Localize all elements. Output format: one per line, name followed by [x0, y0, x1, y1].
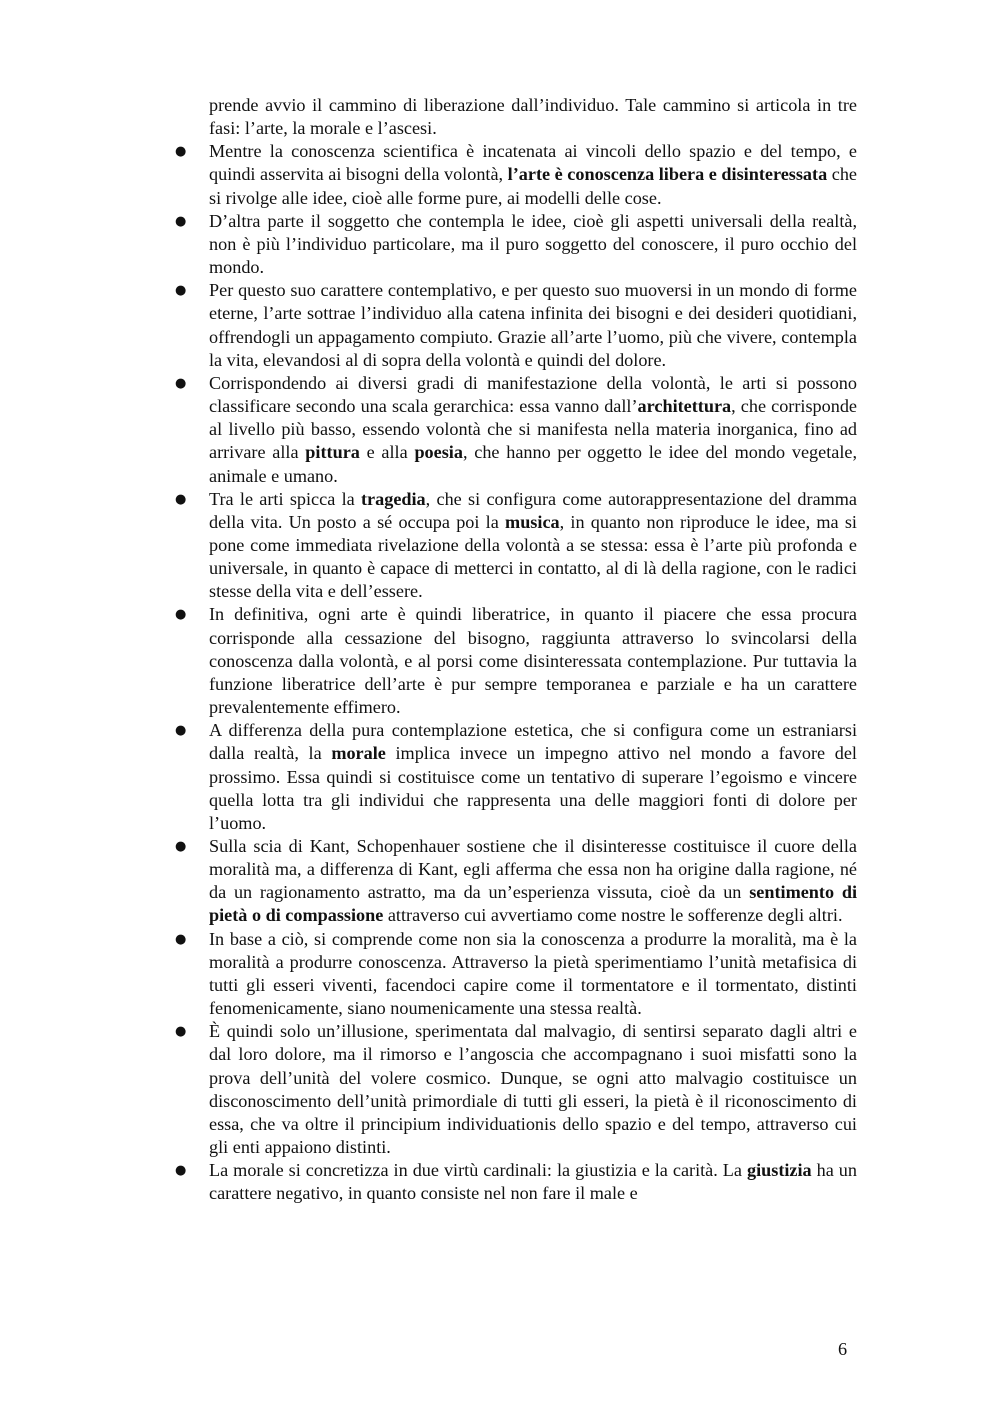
list-item [175, 372, 857, 488]
bold-term: tragedia [361, 488, 426, 509]
list-item-text: e alla [359, 442, 415, 463]
list-item-text: A differenza della pura contemplazione estetica, che si configura come un estraniarsi dalla realtà, la [209, 720, 857, 764]
bullet-icon: ● [175, 723, 187, 739]
list-item [175, 488, 857, 604]
bold-term: sentimento di pietà o di compassione [209, 882, 858, 926]
list-item-text: D’altra parte il soggetto che contempla le idee, cioè gli aspetti universali della realtà, non è più l’individuo particolare, ma il puro soggetto del conoscere, il puro occhio del mondo. [209, 210, 857, 278]
list-item [175, 140, 857, 209]
list-item-text: , che hanno per oggetto le idee del mondo vegetale, animale e umano. [209, 442, 857, 486]
list-item-text: Corrispondendo ai diversi gradi di manifestazione della volontà, le arti si possono classificare secondo una scala gerarchica: essa vanno dall’ [209, 372, 857, 417]
list-item-text: che si rivolge alle idee, cioè alle forme pure, ai modelli delle cose. [209, 164, 857, 208]
bullet-icon: ● [175, 283, 187, 299]
bold-term: giustizia [746, 1160, 812, 1181]
bold-term: architettura [637, 396, 732, 417]
bullet-icon: ● [175, 839, 187, 854]
bullet-icon: ● [175, 1163, 187, 1179]
list-item-text: In definitiva, ogni arte è quindi liberatrice, in quanto il piacere che essa procura corrisponde alla cessazione del bisogno, raggiunta attraverso lo svincolarsi della conoscenza dalla volontà, e al porsi come disinteressata contemplazione. Pur tuttavia la funzione liberatrice dell’arte è pur sempre temporanea e parziale e ha un carattere prevalentemente effimero. [209, 604, 857, 718]
list-item [175, 1020, 857, 1159]
list-item-text: , che si configura come autorappresentazione del dramma della vita. Un posto a sé occupa poi la [209, 488, 858, 532]
list-item-text: In base a ciò, si comprende come non sia la conoscenza a produrre la moralità, ma è la moralità a produrre conoscenza. Attraverso la pietà sperimentiamo l’unità metafisica di tutti gli esseri viventi, facendoci capire come il tormentatore e il tormentato, distinti fenomenicamente, siano noumenicamente una stessa realtà. [209, 928, 857, 1019]
list-item [175, 603, 857, 719]
list-item [175, 719, 857, 835]
bullet-list [175, 140, 857, 1205]
list-item-text: , in quanto non riproduce le idee, ma si pone come immediata rivelazione della volontà a se stessa: essa è l’arte più profonda e universale, in quanto è capace di metterci in contatto, al di là della ragione, con le radici stesse della vita e dell’essere. [209, 511, 857, 602]
bullet-icon: ● [175, 375, 187, 391]
list-item-text: , che corrisponde al livello più basso, essendo volontà che si manifesta nella materia inorganica, fino ad arrivare alla [209, 396, 857, 463]
list-item-text: La morale si concretizza in due virtù cardinali: la giustizia e la carità. La [209, 1160, 747, 1181]
bullet-icon: ● [175, 931, 187, 947]
list-item [175, 835, 857, 928]
bold-term: pittura [305, 442, 360, 463]
intro-paragraph: prende avvio il cammino di liberazione dall’individuo. Tale cammino si articola in tre fasi: l’arte, la morale e l’ascesi. [209, 95, 857, 139]
list-item-text: Sulla scia di Kant, Schopenhauer sostiene che il disinteresse costituisce il cuore della moralità ma, a differenza di Kant, egli afferma che essa non ha origine dalla ragione, né da un ragionamento astratto, ma da un’esperienza vissuta, cioè da un [209, 836, 857, 903]
page-number: 6 [838, 1339, 848, 1359]
list-item [175, 210, 857, 279]
list-item-text: Per questo suo carattere contemplativo, e per questo suo muoversi in un mondo di forme eterne, l’arte sottrae l’individuo alla catena infinita dei bisogni e dei desideri quotidiani, offrendogli un appagamento compiuto. Grazie all’arte l’uomo, più che vivere, contempla la vita, elevandosi al di sopra della volontà e quindi del dolore. [209, 280, 857, 370]
bullet-icon: ● [175, 607, 187, 623]
list-item [175, 279, 857, 372]
bullet-icon: ● [175, 144, 187, 160]
list-item [175, 1159, 857, 1205]
list-item-text: È quindi solo un’illusione, sperimentata dal malvagio, di sentirsi separato dagli altri e dal loro dolore, ma il rimorso e l’angoscia che accompagnano i suoi misfatti sono la prova dell’unità del volere cosmico. Dunque, se ogni atto malvagio costituisce un disconoscimento dell’unità primordiale di tutti gli esseri, la pietà è il riconoscimento di essa, che va oltre il principium individuationis dello spazio e del tempo, attraverso cui gli enti appaiono distinti. [209, 1021, 857, 1158]
bold-term: poesia [414, 442, 463, 463]
list-item-text: implica invece un impegno attivo nel mondo a favore del prossimo. Essa quindi si costituisce come un tentativo di superare l’egoismo e vincere quella lotta tra gli individui che rappresenta una delle maggiori fonti di dolore per l’uomo. [209, 743, 857, 833]
bullet-icon: ● [175, 213, 187, 229]
list-item-text: ha un carattere negativo, in quanto consiste nel non fare il male e [209, 1160, 857, 1204]
bold-term: l’arte è conoscenza libera e disinteressata [507, 164, 828, 185]
list-item [175, 928, 857, 1021]
page-body [175, 94, 857, 1206]
bold-term: morale [331, 743, 386, 764]
list-item-text: Tra le arti spicca la [209, 488, 361, 509]
list-item-text: Mentre la conoscenza scientifica è incatenata ai vincoli dello spazio e del tempo, e quindi asservita ai bisogni della volontà, [209, 141, 857, 185]
bullet-icon: ● [175, 491, 187, 507]
bold-term: musica [505, 511, 560, 532]
bullet-icon: ● [175, 1024, 187, 1040]
list-item-text: attraverso cui avvertiamo come nostre le sofferenze degli altri. [383, 905, 843, 926]
